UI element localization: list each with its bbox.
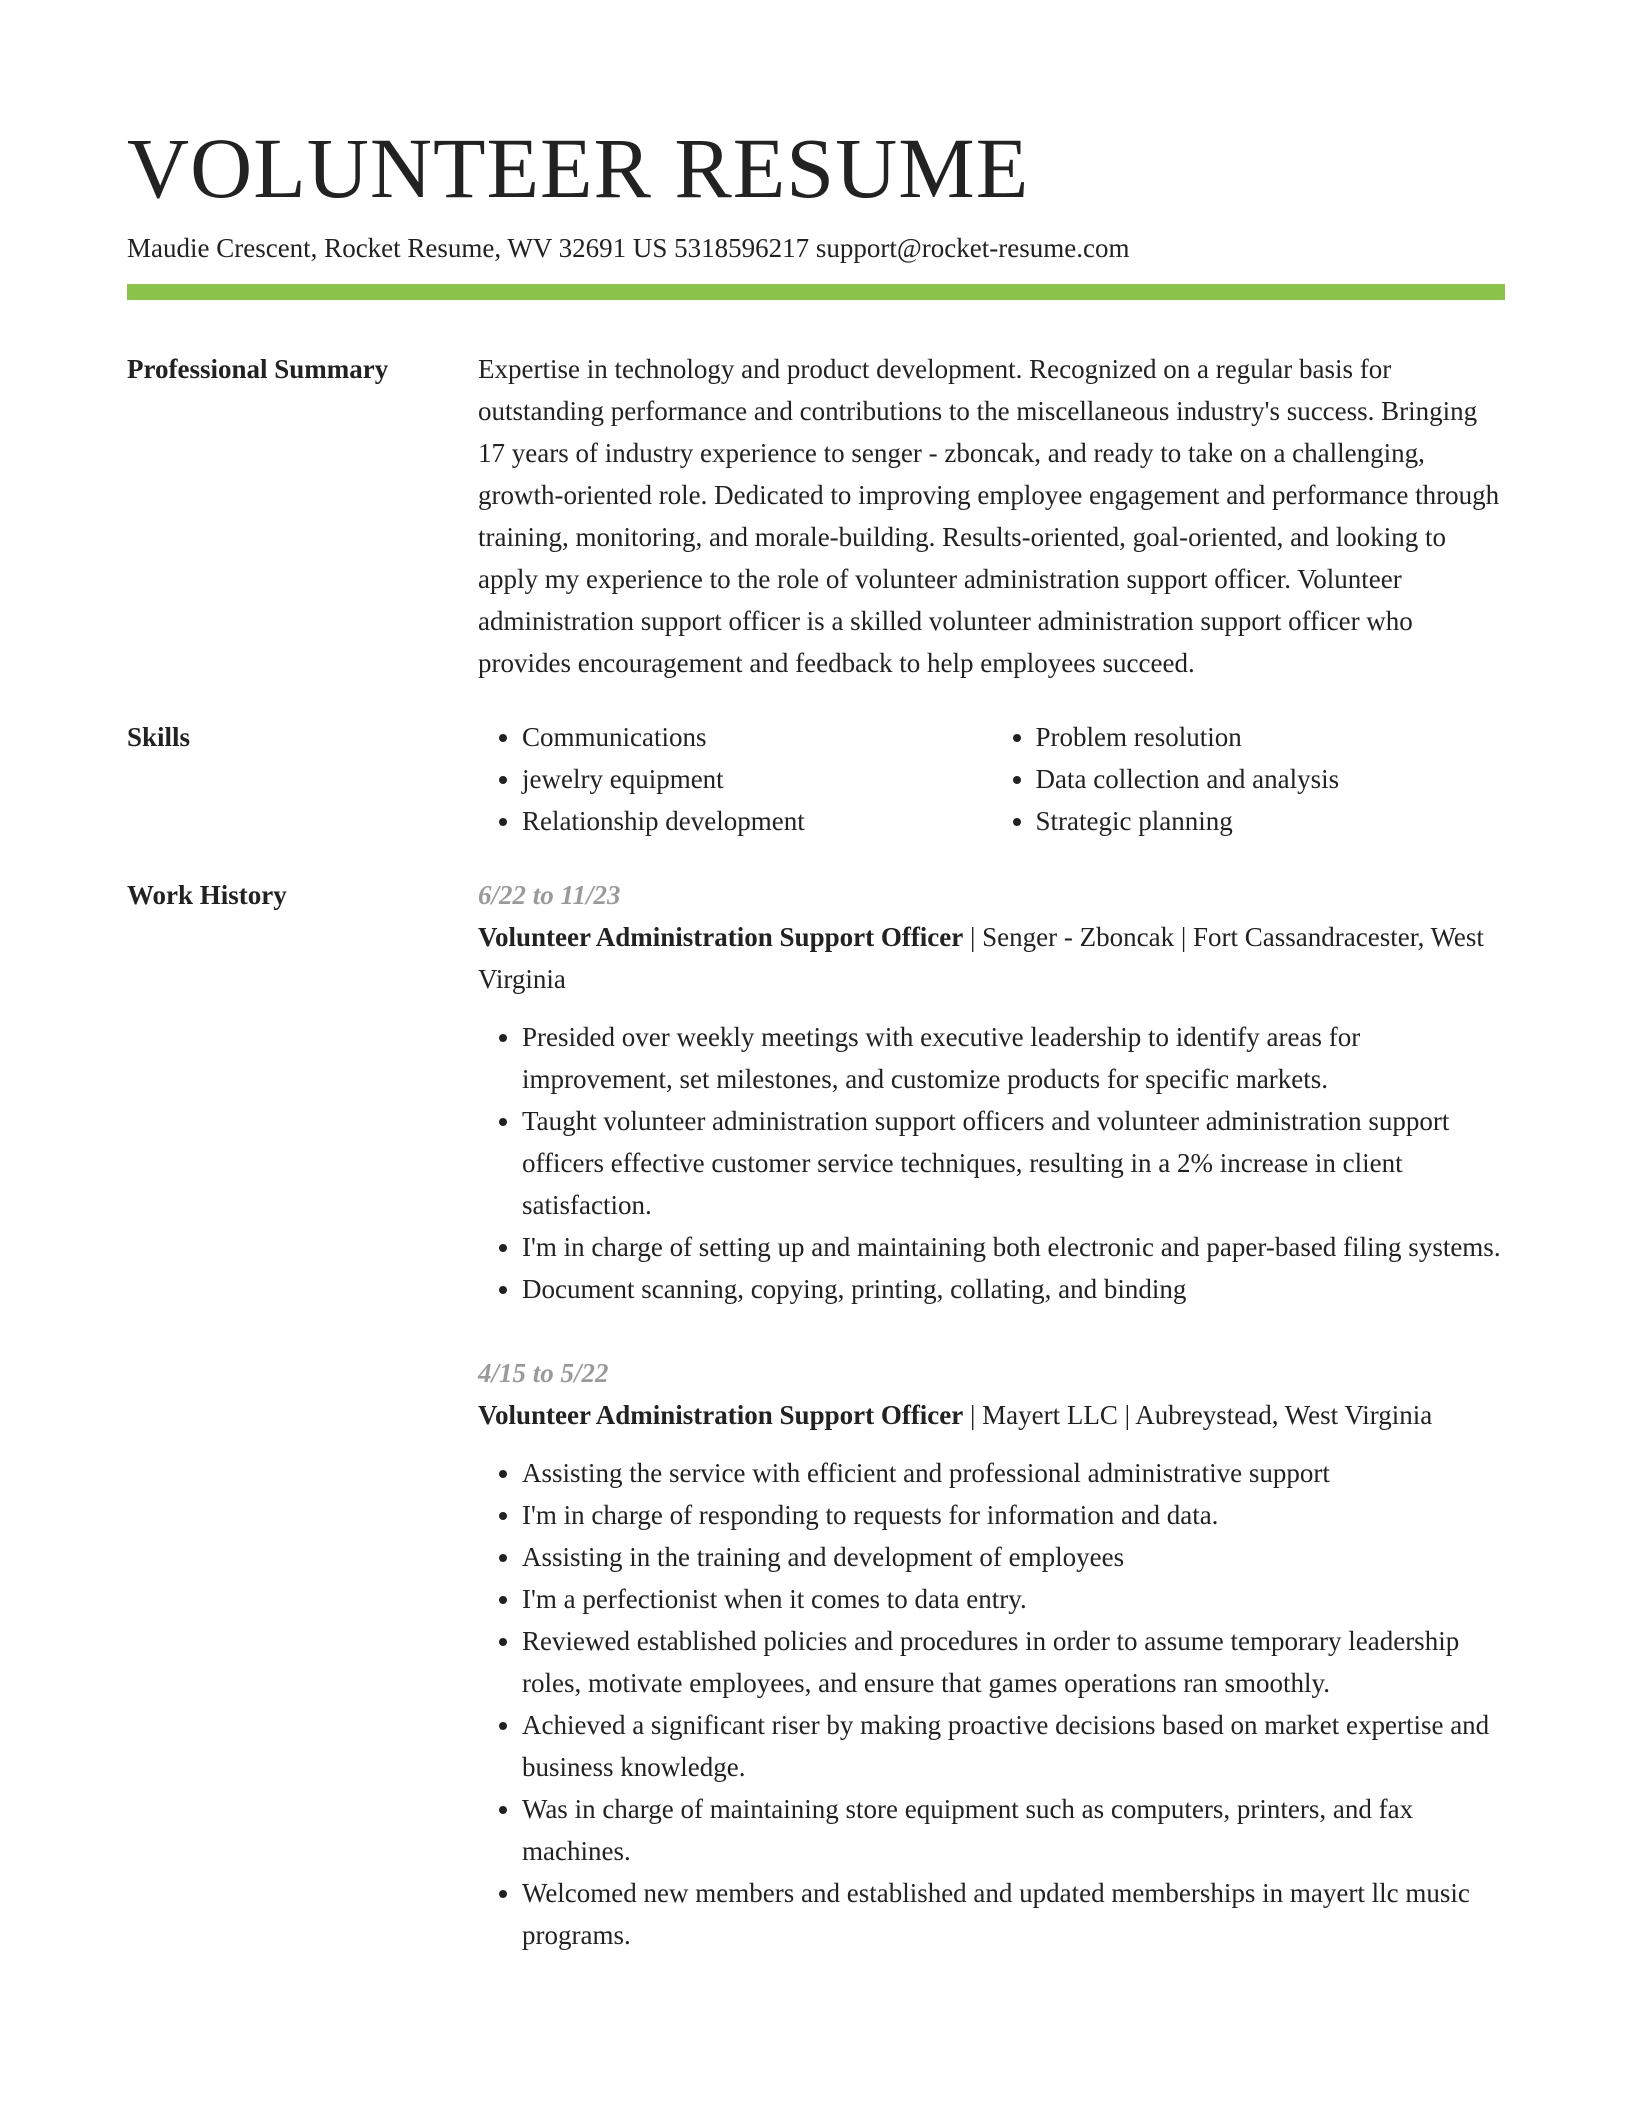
work-history-section xyxy=(127,874,1505,1956)
job-bullet: • Assisting the service with efficient and professional administrative support xyxy=(522,1452,1505,1494)
section-heading-work-history: Work History xyxy=(127,880,287,910)
skills-column-1 xyxy=(478,716,992,842)
job-responsibilities xyxy=(478,1452,1505,1956)
job-bullet: • I'm in charge of responding to requests for information and data. xyxy=(522,1494,1505,1536)
job-title: Volunteer Administration Support Officer xyxy=(478,922,964,952)
job-bullet: • Achieved a significant riser by making proactive decisions based on market expertise and business knowledge. xyxy=(522,1704,1505,1788)
skills-column-2 xyxy=(992,716,1506,842)
job-bullet: • Assisting in the training and development of employees xyxy=(522,1536,1505,1578)
job-bullet: • Reviewed established policies and procedures in order to assume temporary leadership roles, motivate employees, and ensure that games operations ran smoothly. xyxy=(522,1620,1505,1704)
job-bullet: • I'm in charge of setting up and maintaining both electronic and paper-based filing systems. xyxy=(522,1226,1505,1268)
professional-summary-section xyxy=(127,348,1505,684)
skill-item: • jewelry equipment xyxy=(522,758,992,800)
job-title: Volunteer Administration Support Officer xyxy=(478,1400,964,1430)
skill-item: • Communications xyxy=(522,716,992,758)
section-heading-skills: Skills xyxy=(127,722,191,752)
job-dates: 6/22 to 11/23 xyxy=(478,880,621,910)
skill-item: • Data collection and analysis xyxy=(1036,758,1506,800)
job-header xyxy=(478,916,1505,1000)
summary-text: Expertise in technology and product development. Recognized on a regular basis for outstanding performance and contributions to the miscellaneous industry's success. Bringing 17 years of industry experience to senger - zboncak, and ready to take on a challenging, growth-oriented role. Dedicated to improving employee engagement and performance through training, monitoring, and morale-building. Results-oriented, goal-oriented, and looking to apply my experience to the role of volunteer administration support officer. Volunteer administration support officer is a skilled volunteer administration support officer who provides encouragement and feedback to help employees succeed. xyxy=(478,354,1500,678)
skills-section xyxy=(127,716,1505,842)
job-bullet: • Presided over weekly meetings with executive leadership to identify areas for improvement, set milestones, and customize products for specific markets. xyxy=(522,1016,1505,1100)
job-entry xyxy=(478,1352,1505,1956)
job-responsibilities xyxy=(478,1016,1505,1310)
job-bullet: • Was in charge of maintaining store equipment such as computers, printers, and fax machines. xyxy=(522,1788,1505,1872)
contact-line: Maudie Crescent, Rocket Resume, WV 32691 US 5318596217 support@rocket-resume.com xyxy=(127,233,1130,263)
job-bullet: • Document scanning, copying, printing, collating, and binding xyxy=(522,1268,1505,1310)
job-dates: 4/15 to 5/22 xyxy=(478,1358,609,1388)
job-bullet: • Taught volunteer administration support officers and volunteer administration support officers effective customer service techniques, resulting in a 2% increase in client satisfaction. xyxy=(522,1100,1505,1226)
accent-divider xyxy=(127,284,1505,300)
skill-item: • Problem resolution xyxy=(1036,716,1506,758)
job-bullet: • Welcomed new members and established and updated memberships in mayert llc music programs. xyxy=(522,1872,1505,1956)
section-heading-summary: Professional Summary xyxy=(127,354,389,384)
skill-item: • Relationship development xyxy=(522,800,992,842)
job-bullet: • I'm a perfectionist when it comes to data entry. xyxy=(522,1578,1505,1620)
skill-item: • Strategic planning xyxy=(1036,800,1506,842)
job-employer-location: | Senger - Zboncak | Fort Cassandracester, West Virginia xyxy=(478,922,1484,994)
resume-title: VOLUNTEER RESUME xyxy=(127,120,1030,216)
job-employer-location: | Mayert LLC | Aubreystead, West Virginia xyxy=(963,1400,1433,1430)
job-entry xyxy=(478,874,1505,1310)
job-header xyxy=(478,1394,1505,1436)
